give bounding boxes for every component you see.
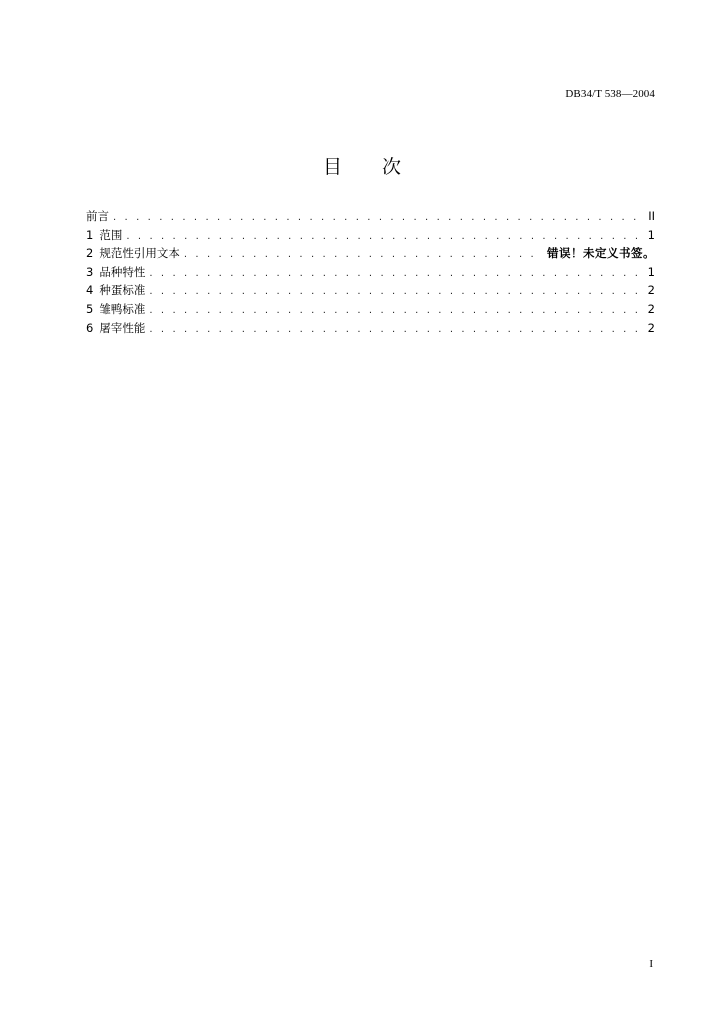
toc-entry-title: 范围 — [99, 227, 123, 242]
toc-title-right: 次 — [382, 156, 402, 178]
page-number: I — [649, 958, 653, 970]
toc-entry-page: 2 — [647, 283, 655, 298]
toc-entry-number: 5 — [86, 301, 94, 316]
toc-entry-number: 4 — [86, 283, 94, 298]
toc-entry-page: 2 — [647, 320, 655, 335]
toc-leader-dots — [184, 249, 543, 260]
toc-entry-scope[interactable] — [86, 227, 655, 246]
toc-leader-dots — [113, 212, 644, 223]
toc-entry-title: 规范性引用文本 — [99, 246, 180, 261]
toc-entry-slaughter-performance[interactable] — [86, 320, 655, 339]
toc-entry-number: 6 — [86, 320, 94, 335]
toc-leader-dots — [149, 268, 643, 279]
toc-entry-page: 2 — [647, 301, 655, 316]
toc-leader-dots — [149, 286, 643, 297]
toc-entry-normative-references[interactable] — [86, 245, 655, 264]
toc-entry-number: 2 — [86, 246, 94, 261]
toc-entry-title: 前言 — [86, 209, 109, 223]
toc-entry-page: II — [648, 209, 655, 223]
toc-entry-hatching-egg-standard[interactable] — [86, 282, 655, 301]
toc-entry-title: 屠宰性能 — [99, 320, 146, 335]
toc-entry-number: 1 — [86, 227, 94, 242]
toc-entry-preface[interactable] — [86, 208, 655, 227]
toc-leader-dots — [149, 324, 643, 335]
toc-entry-page: 1 — [647, 264, 655, 279]
toc-entry-title: 雏鸭标准 — [99, 301, 146, 316]
toc-entry-title: 品种特性 — [99, 264, 146, 279]
toc-entry-title: 种蛋标准 — [99, 283, 146, 298]
toc-entry-breed-characteristics[interactable] — [86, 264, 655, 283]
toc-entry-duckling-standard[interactable] — [86, 301, 655, 320]
toc-title — [0, 152, 724, 179]
standard-code: DB34/T 538—2004 — [565, 88, 655, 100]
toc-entry-number: 3 — [86, 264, 94, 279]
toc-entry-page-error: 错误！未定义书签。 — [547, 246, 655, 261]
toc-title-left: 目 — [322, 156, 342, 178]
toc-list — [86, 208, 655, 338]
toc-entry-page: 1 — [647, 227, 655, 242]
toc-leader-dots — [149, 305, 643, 316]
toc-leader-dots — [126, 231, 643, 242]
